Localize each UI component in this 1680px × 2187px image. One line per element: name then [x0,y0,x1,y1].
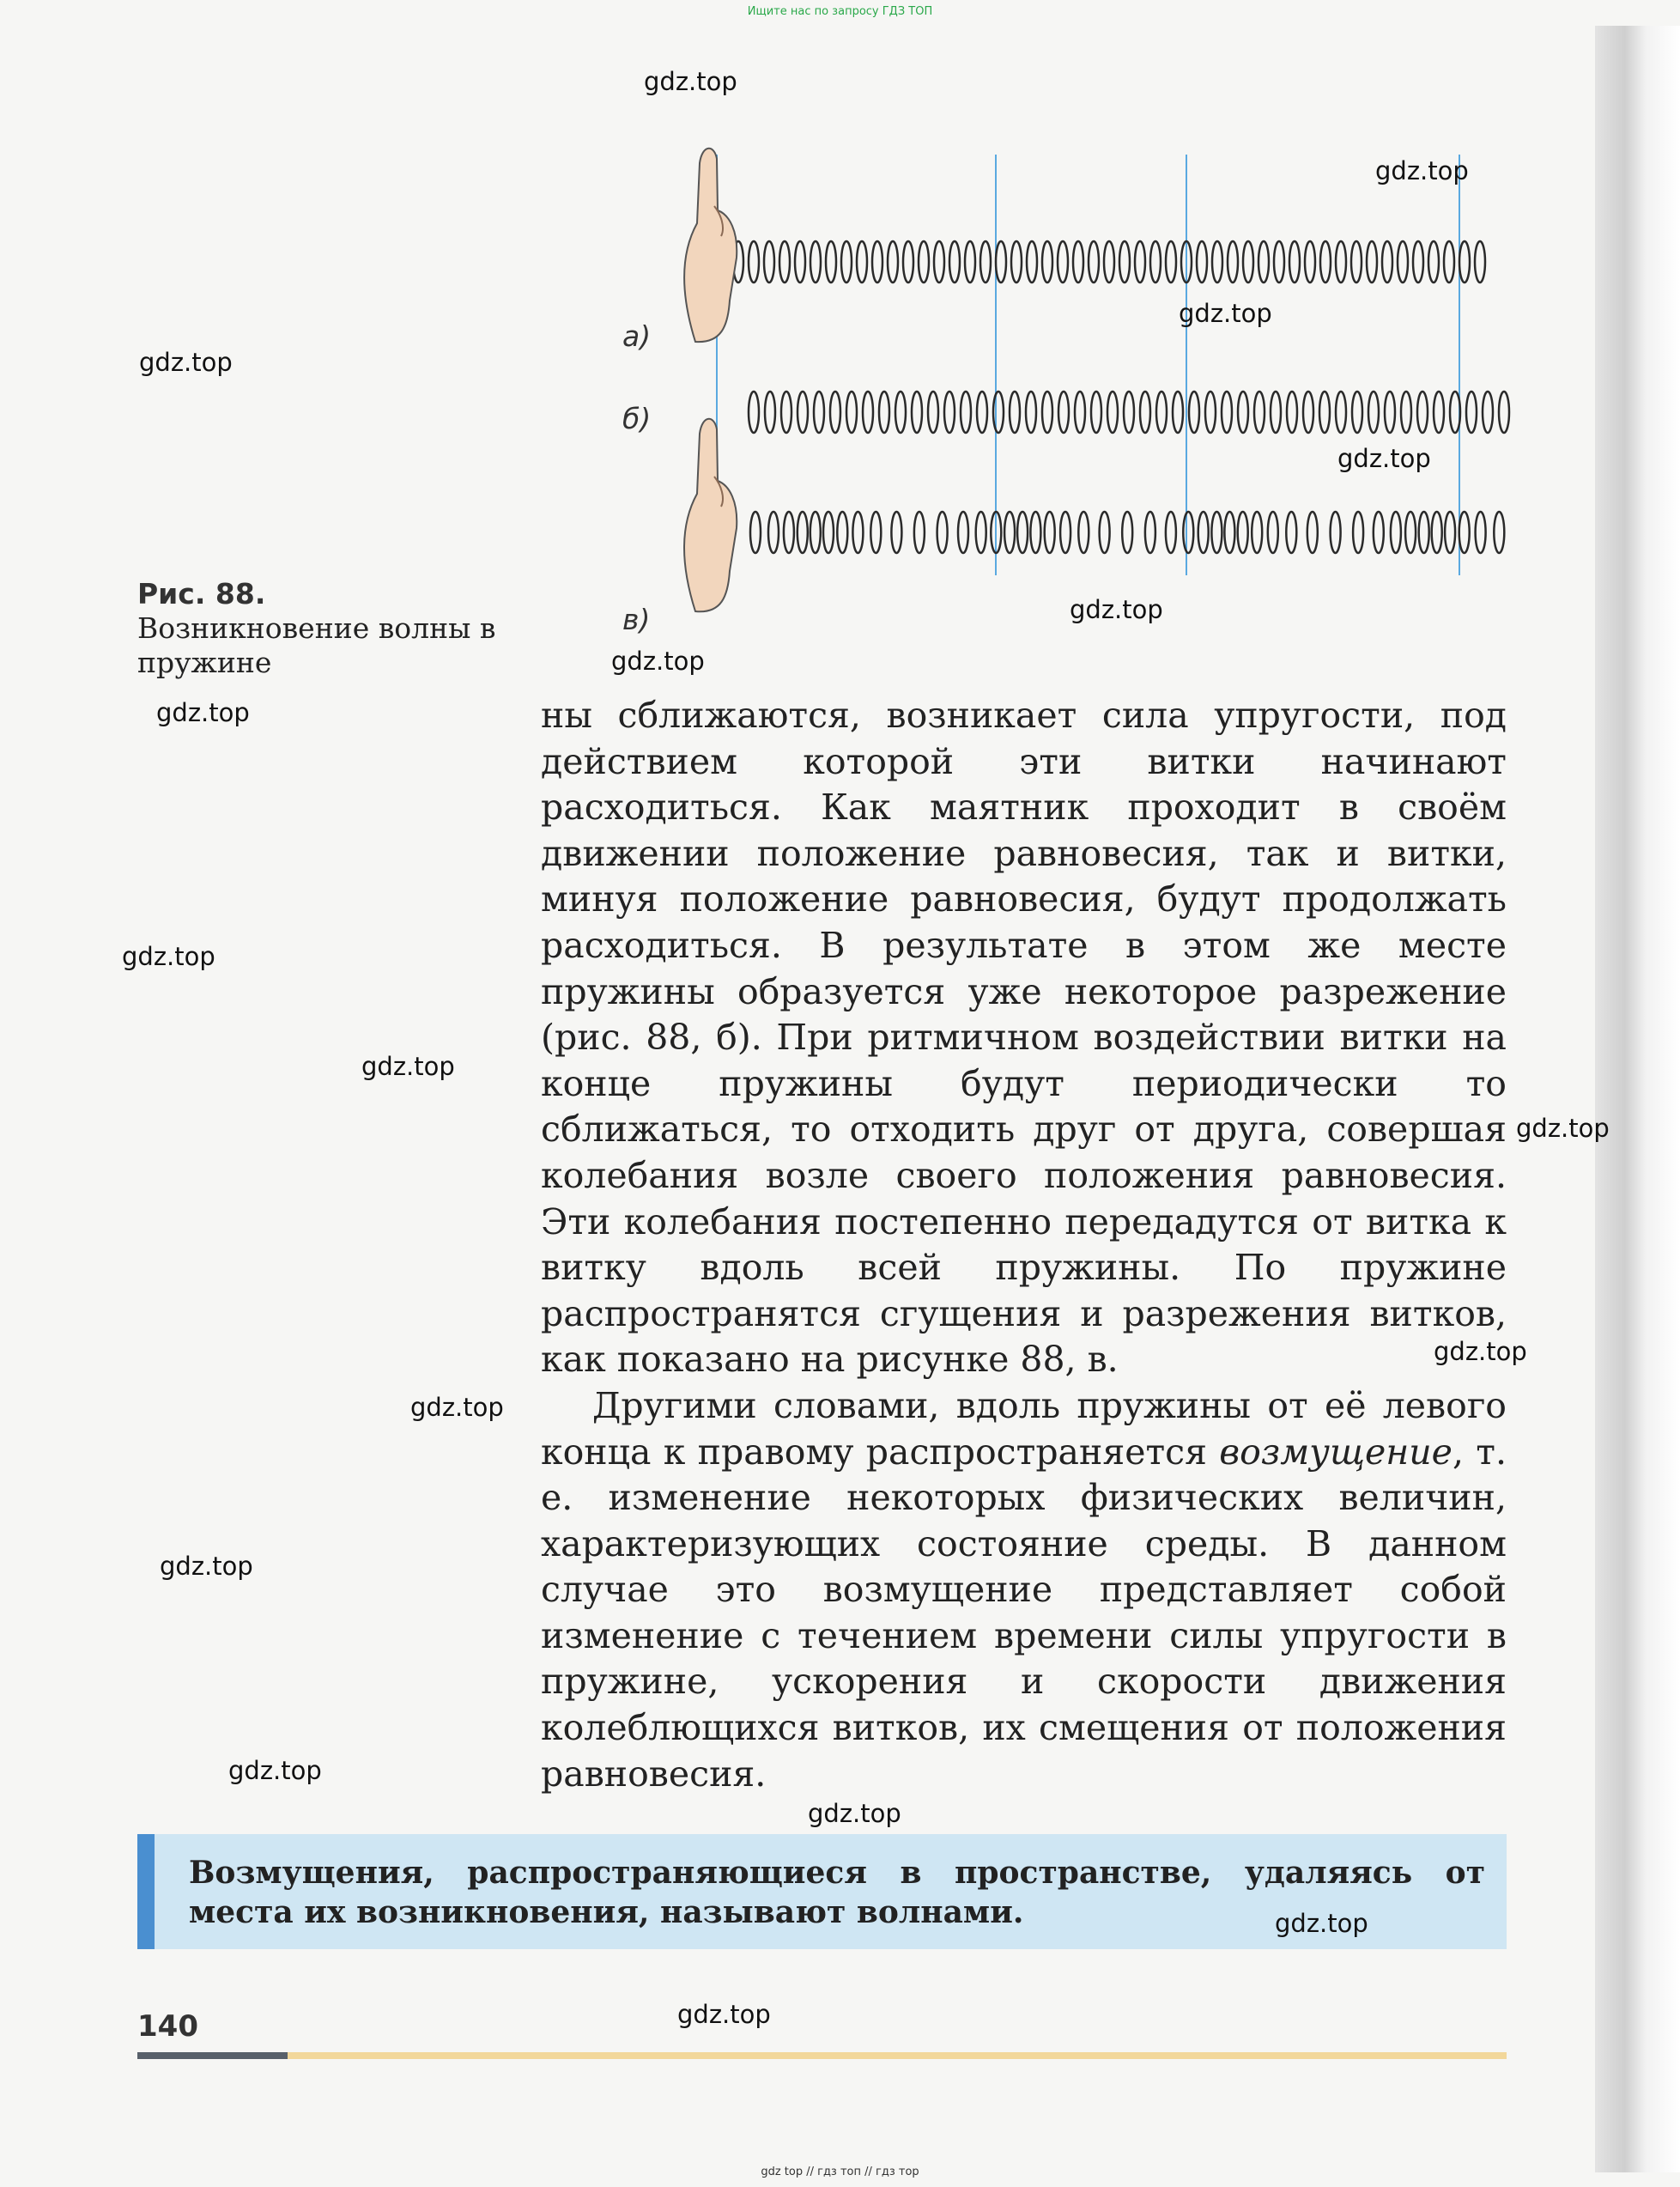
figure-caption [137,577,498,680]
footer-rule-light [288,2052,1507,2059]
paragraph-2-start: Другими словами, вдоль пружины от её левого конца к правому распространяется [541,1384,1507,1473]
spring-coil [1026,392,1036,433]
spring-wave-illustration [601,129,1597,661]
spring-coil [1445,512,1455,553]
spring-coil [1368,392,1379,433]
spring-coil [891,512,901,553]
spring-coil [1205,392,1216,433]
spring-coil [1183,512,1193,553]
spring-coil [961,392,971,433]
spring-coil [1271,392,1281,433]
spring-coil [781,392,791,433]
watermark: gdz.top [1275,1909,1368,1938]
spring-coil [1198,512,1209,553]
spring-coil [895,392,906,433]
spring-coil [1475,241,1485,282]
figure-label-v: в) [622,603,651,636]
spring-coil [1222,392,1232,433]
figure-label-a: а) [622,319,652,353]
spring-coil [1135,241,1145,282]
spring-coil [1444,241,1454,282]
watermark: gdz.top [1179,299,1272,328]
spring-coil [1243,241,1253,282]
spring-coil [1385,392,1395,433]
spring-coil [1391,512,1401,553]
spring-coil [919,241,929,282]
watermark: gdz.top [808,1799,901,1828]
spring-coil [1045,512,1055,553]
hand-icon-bottom [684,419,737,611]
watermark: gdz.top [410,1393,504,1422]
spring-a [733,241,1485,282]
body-text [541,693,1507,1797]
spring-coil [795,241,805,282]
watermark: gdz.top [156,698,250,727]
footer-rule-dark [137,2052,288,2059]
spring-coil [1320,241,1331,282]
spring-coil [914,512,925,553]
callout-accent-bar [137,1834,155,1949]
spring-coil [1011,241,1022,282]
spring-coil [1058,392,1069,433]
spring-coil [765,392,775,433]
definition-text: Возмущения, распространяющиеся в пространстве, удаляясь от места их возникновения, называют волнами. [189,1855,1485,1930]
spring-coil [1122,512,1132,553]
spring-coil [798,512,808,553]
spring-coil [1030,512,1040,553]
spring-coil [1197,241,1207,282]
watermark: gdz.top [139,348,233,377]
spring-coil [841,241,852,282]
spring-coil [1173,392,1183,433]
spring-coil [1017,512,1028,553]
spring-coil [1004,512,1015,553]
spring-coil [1010,392,1020,433]
spring-coil [1107,392,1118,433]
spring-coil [1145,512,1155,553]
spring-coil [1331,512,1341,553]
spring-coil [1166,512,1176,553]
spring-coil [1434,392,1444,433]
watermark: gdz.top [1337,444,1431,473]
spring-coil [996,241,1006,282]
spring-coil [1336,241,1346,282]
hand-icon-top [684,149,737,342]
spring-coil [944,392,955,433]
spring-coil [1119,241,1130,282]
page-spine-shadow [1595,26,1680,2172]
spring-coil [1382,241,1392,282]
spring-coil [870,512,881,553]
spring-coil [1228,241,1238,282]
spring-coil [1078,512,1089,553]
spring-coil [1374,512,1384,553]
watermark: gdz.top [1070,595,1163,624]
spring-coil [810,512,821,553]
spring-coil [837,512,847,553]
spring-coil [903,241,913,282]
spring-coil [1419,512,1429,553]
spring-coil [1353,512,1363,553]
spring-coil [937,512,948,553]
spring-coil [1224,512,1234,553]
spring-coil [1417,392,1428,433]
spring-coil [1466,392,1477,433]
paragraph-1: ны сближаются, возникает сила упругости, под действием которой эти витки начинают расходиться. Как маятник проходит в своём движении положение равновесия, так и витки, минуя положение равновесия, будут продолжать расходиться. В результате в этом же месте пружины образуется уже некоторое разрежение (рис. 88, б). При ритмичном воздействии витки на конце пружины будут периодически то сближаться, то отходить друг от друга, совершая колебания возле своего положения равновесия. Эти колебания постепенно передадутся от витка к витку вдоль всей пружины. По пружине распространятся сгущения и разрежения витков, как показано на рисунке 88, в. [541,695,1507,1381]
spring-coil [888,241,898,282]
spring-coil [798,392,808,433]
spring-coil [976,512,986,553]
spring-coil [1089,241,1099,282]
spring-b [749,392,1509,433]
spring-coil [1073,241,1083,282]
watermark: gdz.top [644,67,737,96]
spring-coil [1476,512,1486,553]
spring-coil [826,241,836,282]
paragraph-2 [541,1383,1507,1797]
spring-coil [784,512,794,553]
spring-coil [977,392,987,433]
figure-caption-text: Возникновение волны в пружине [137,611,496,679]
spring-coil [750,512,761,553]
spring-coil [1100,512,1110,553]
spring-coil [852,512,863,553]
spring-coil [857,241,867,282]
watermark: gdz.top [361,1052,455,1081]
spring-coil [934,241,944,282]
spring-coil [1258,241,1269,282]
spring-coil [1287,392,1297,433]
spring-coil [1336,392,1346,433]
spring-v [750,512,1504,553]
spring-coil [764,241,774,282]
spring-coil [1428,241,1439,282]
spring-coil [1140,392,1150,433]
spring-coil [1042,241,1052,282]
spring-coil [1238,512,1248,553]
spring-coil [1075,392,1085,433]
spring-coil [912,392,922,433]
spring-coil [1189,392,1199,433]
spring-coil [1042,392,1052,433]
term-disturbance: возмущение [1219,1431,1453,1473]
spring-coil [980,241,991,282]
spring-coil [1268,512,1278,553]
figure-caption-number: Рис. 88. [137,577,266,611]
spring-coil [1274,241,1284,282]
top-hint: Ищите нас по запросу ГДЗ ТОП [747,5,933,18]
watermark: gdz.top [160,1552,253,1581]
spring-coil [1319,392,1330,433]
spring-coil [1252,512,1262,553]
spring-coil [1432,512,1442,553]
spring-coil [1413,241,1423,282]
spring-coil [1459,241,1470,282]
spring-coil [749,392,759,433]
paragraph-2-end: , т. е. изменение некоторых физических величин, характеризующих состояние среды. В данном случае это возмущение представляет собой изменение с течением времени силы упругости в пружине, ускорения и скорости движения колеблющихся витков, их смещения от положения равновесия. [541,1431,1507,1795]
spring-coil [863,392,873,433]
spring-coil [958,512,968,553]
spring-coil [1483,392,1493,433]
bottom-hint: gdz top // гдз топ // гдз тор [761,2166,919,2178]
spring-coil [928,392,938,433]
spring-coil [846,392,857,433]
spring-coil [1254,392,1265,433]
spring-coil [1289,241,1300,282]
spring-coil [1351,241,1362,282]
spring-coil [749,241,759,282]
spring-coil [1104,241,1114,282]
spring-coil [1307,512,1318,553]
spring-coil [1124,392,1134,433]
spring-coil [1027,241,1037,282]
figure-88 [601,129,1597,661]
spring-coil [1150,241,1161,282]
watermark: gdz.top [1434,1337,1527,1366]
spring-coil [1060,512,1070,553]
spring-coil [823,512,834,553]
figure-label-b: б) [622,402,652,435]
page-number: 140 [137,2009,198,2044]
spring-coil [1091,392,1101,433]
watermark: gdz.top [611,647,705,676]
spring-coil [1238,392,1248,433]
spring-coil [1286,512,1296,553]
spring-coil [1058,241,1068,282]
spring-coil [1499,392,1509,433]
watermark: gdz.top [1375,156,1469,185]
watermark: gdz.top [228,1756,322,1785]
watermark: gdz.top [1516,1114,1610,1143]
spring-coil [830,392,840,433]
springs [733,241,1509,553]
spring-coil [1352,392,1362,433]
spring-coil [1401,392,1411,433]
spring-coil [1305,241,1315,282]
spring-coil [1494,512,1504,553]
spring-coil [1405,512,1416,553]
spring-coil [1211,512,1222,553]
spring-coil [1303,392,1313,433]
spring-coil [965,241,975,282]
spring-coil [879,392,889,433]
spring-coil [1398,241,1408,282]
spring-coil [1367,241,1377,282]
spring-coil [1212,241,1222,282]
spring-coil [814,392,824,433]
spring-coil [1156,392,1167,433]
spring-coil [779,241,790,282]
watermark: gdz.top [677,2000,771,2029]
watermark: gdz.top [122,942,215,971]
spring-coil [872,241,882,282]
spring-coil [768,512,779,553]
spring-coil [1459,512,1470,553]
spring-coil [810,241,821,282]
spring-coil [993,392,1004,433]
spring-coil [949,241,960,282]
spring-coil [1166,241,1176,282]
